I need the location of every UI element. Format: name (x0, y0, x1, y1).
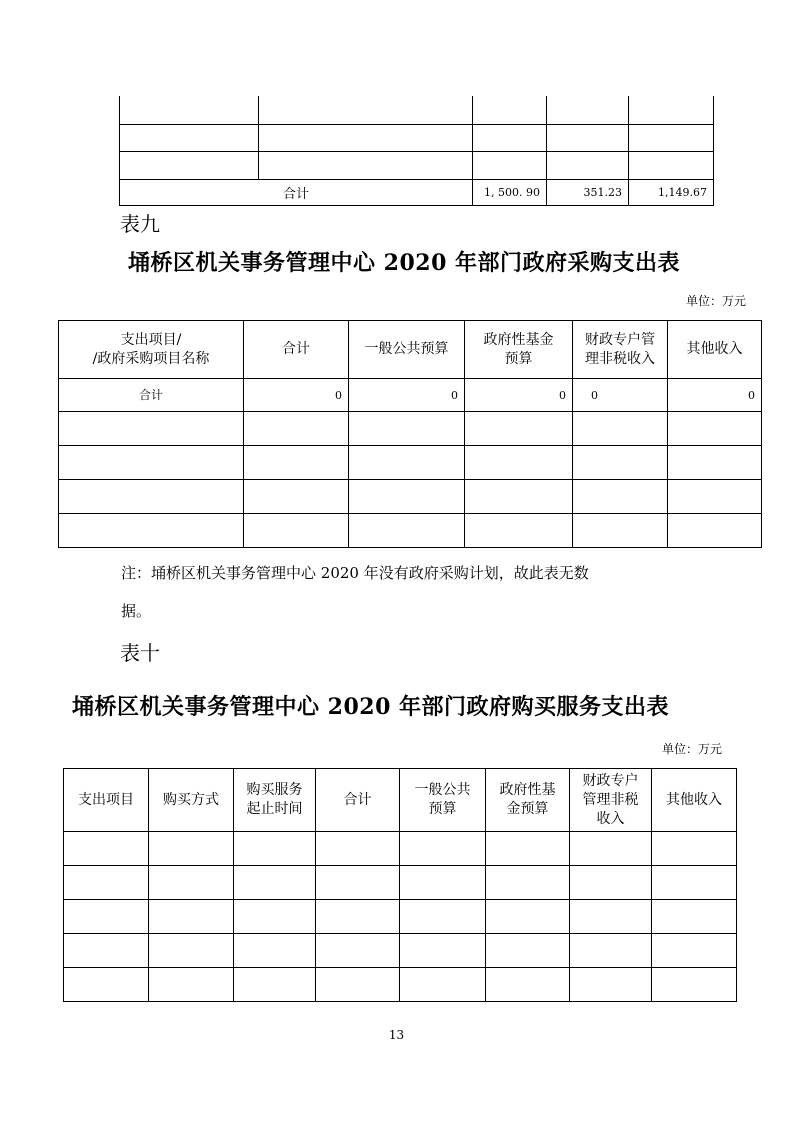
header-text: 起止时间 (246, 801, 303, 817)
table-row (59, 514, 762, 548)
header-text: 购买服务 (246, 782, 303, 798)
unit-label: 单位：万元 (686, 294, 747, 308)
total-row (120, 179, 714, 205)
table-label: 表九 (120, 212, 160, 236)
previous-table-tail (119, 96, 714, 206)
table-row (64, 866, 737, 900)
header-cell: 合计 (244, 321, 349, 379)
header-cell: 其他收入 (668, 321, 762, 379)
table-row (59, 446, 762, 480)
header-text: 收入 (596, 810, 625, 827)
total-value: 351.23 (547, 179, 629, 205)
header-text: 政府性基 (499, 782, 556, 798)
table-row (64, 900, 737, 934)
total-label: 合计 (59, 379, 244, 412)
table-row (120, 151, 714, 179)
table-row (64, 832, 737, 866)
table-row (120, 96, 714, 124)
header-cell: 其他收入 (652, 769, 737, 832)
header-cell: 购买方式 (149, 769, 234, 832)
header-text: 预算 (504, 350, 533, 367)
total-value: 0 (465, 379, 573, 412)
header-text: 财政专户 (582, 772, 639, 789)
table-row (120, 124, 714, 151)
table-row (64, 968, 737, 1002)
header-text: 预算 (428, 801, 457, 817)
header-cell (234, 769, 316, 832)
unit-label: 单位：万元 (662, 742, 723, 756)
header-cell: 支出项目 (64, 769, 149, 832)
header-text: 金预算 (506, 801, 549, 817)
header-cell: 合计 (316, 769, 400, 832)
header-cell (573, 321, 668, 379)
header-row (59, 321, 762, 379)
total-value: 1, 500. 90 (473, 179, 547, 205)
header-text: 一般公共 (414, 782, 471, 798)
header-cell (486, 769, 570, 832)
total-value: 0 (573, 379, 668, 412)
total-label: 合计 (120, 179, 473, 205)
header-text: 政府性基金 (483, 331, 554, 348)
table-row (59, 412, 762, 446)
total-value: 0 (244, 379, 349, 412)
table-title: 埇桥区机关事务管理中心 2020 年部门政府采购支出表 (128, 250, 681, 276)
table-note: 注：埇桥区机关事务管理中心 2020 年没有政府采购计划，故此表无数 (121, 564, 589, 582)
header-text: 理非税收入 (585, 350, 655, 367)
header-text: 财政专户管 (585, 331, 655, 348)
total-row (59, 379, 762, 412)
table-row (59, 480, 762, 514)
header-text: 支出项目/ (120, 331, 182, 348)
header-cell: 一般公共预算 (349, 321, 465, 379)
procurement-table (58, 320, 762, 548)
table-row (64, 934, 737, 968)
header-cell (400, 769, 486, 832)
header-cell (570, 769, 652, 832)
header-text: /政府采购项目名称 (92, 350, 210, 367)
total-value: 0 (349, 379, 465, 412)
header-row (64, 769, 737, 832)
total-value: 0 (668, 379, 762, 412)
table-label: 表十 (120, 641, 160, 665)
header-text: 管理非税 (582, 791, 639, 808)
header-cell (465, 321, 573, 379)
service-purchase-table (63, 768, 737, 1002)
page-number: 13 (388, 1028, 405, 1042)
table-note: 据。 (121, 602, 152, 620)
total-value: 1,149.67 (629, 179, 714, 205)
table-title: 埇桥区机关事务管理中心 2020 年部门政府购买服务支出表 (72, 694, 670, 720)
header-cell (59, 321, 244, 379)
